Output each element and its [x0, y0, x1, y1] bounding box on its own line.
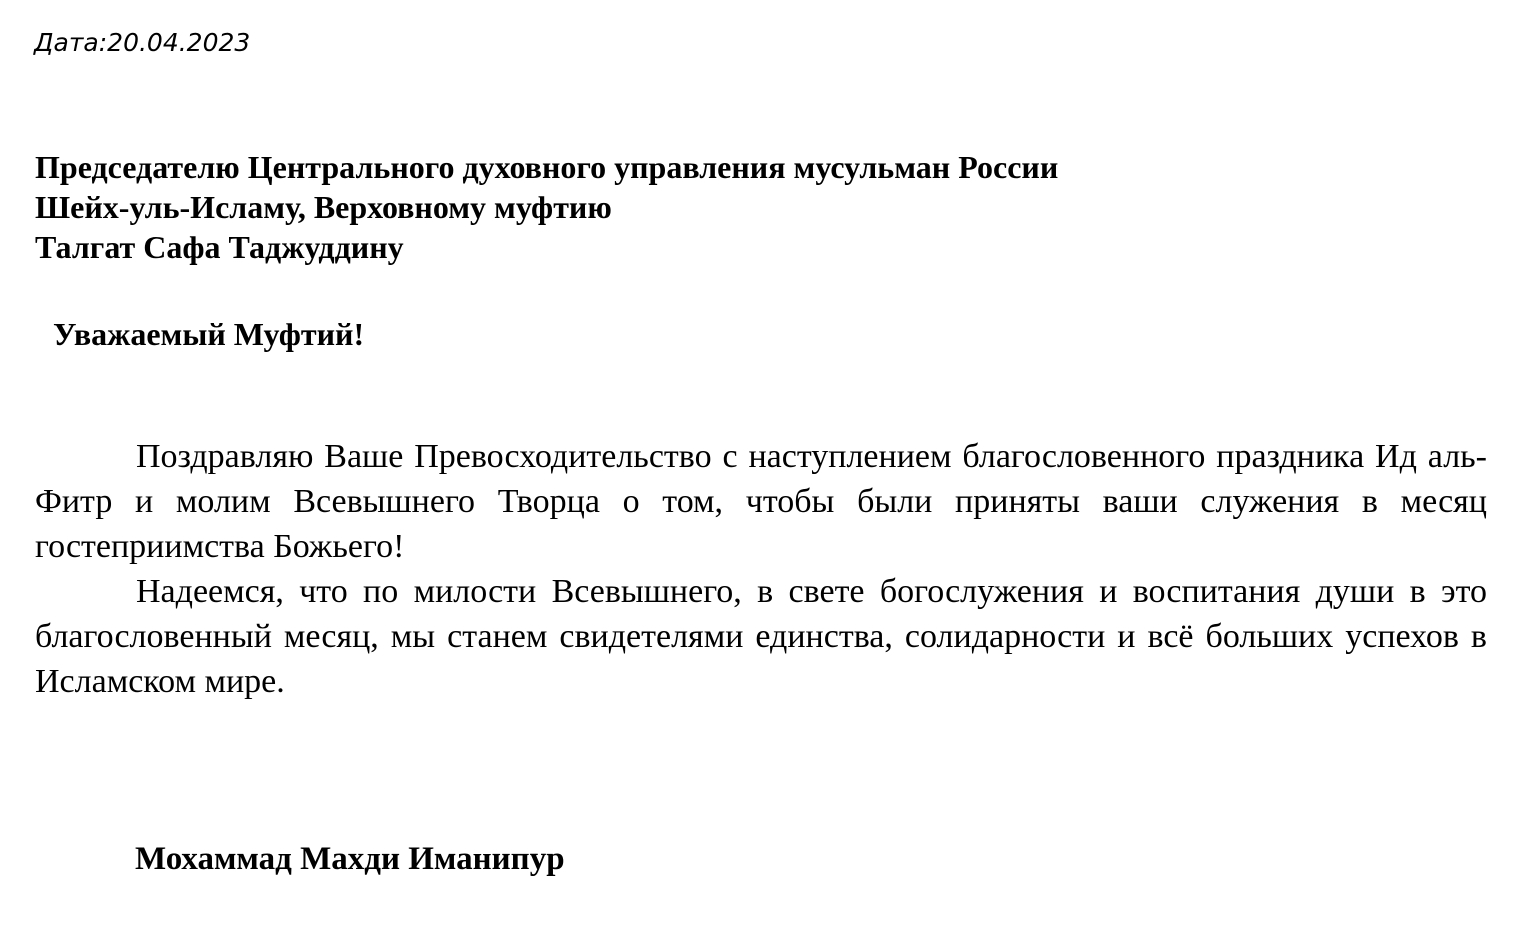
signature-name: Мохаммад Махди Иманипур — [135, 841, 565, 877]
recipient-line-2: Шейх-уль-Исламу, Верховному муфтию — [35, 189, 612, 225]
body-paragraph-2: Надеемся, что по милости Всевышнего, в свете богослужения и воспитания души в это благословенный месяц, мы станем свидетелями единства, солидарности и всё больших успехов в Исламском мире. — [35, 573, 1487, 700]
salutation: Уважаемый Муфтий! — [53, 316, 365, 352]
letter-body — [35, 434, 1487, 704]
recipient-line-3: Талгат Сафа Таджуддину — [35, 229, 404, 265]
letter-date: Дата:20.04.2023 — [34, 28, 251, 57]
body-paragraph-1: Поздравляю Ваше Превосходительство с наступлением благословенного праздника Ид аль-Фитр и молим Всевышнего Творца о том, чтобы были приняты ваши служения в месяц гостеприимства Божьего! — [35, 438, 1487, 565]
recipient-line-1: Председателю Центрального духовного управления мусульман России — [35, 149, 1059, 185]
recipient-block — [35, 147, 1058, 267]
